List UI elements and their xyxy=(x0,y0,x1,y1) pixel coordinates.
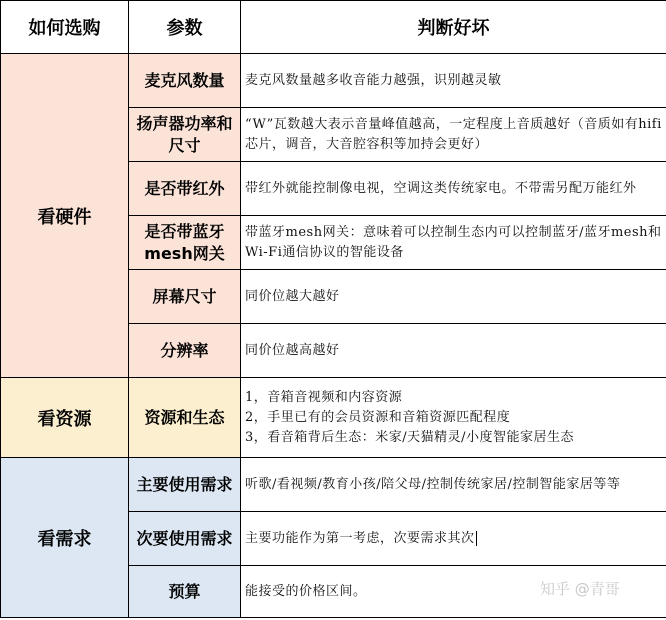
judge-line: 3，看音箱背后生态：米家/天猫精灵/小度智能家居生态 xyxy=(245,429,575,445)
table-row xyxy=(1,54,666,108)
header-parameter: 参数 xyxy=(129,1,241,54)
judge-cell: 麦克风数量越多收音能力越强，识别越灵敏 xyxy=(241,54,666,108)
header-judgement: 判断好坏 xyxy=(241,1,666,54)
param-cell: 屏幕尺寸 xyxy=(129,270,241,324)
judge-cell-editing[interactable] xyxy=(241,512,666,566)
judge-cell xyxy=(241,378,666,458)
group-hardware: 看硬件 xyxy=(1,54,129,378)
judge-cell: 带蓝牙mesh网关：意味着可以控制生态内可以控制蓝牙/蓝牙mesh和Wi-Fi通信协议的智能设备 xyxy=(241,216,666,270)
param-cell: 是否带红外 xyxy=(129,162,241,216)
param-cell: 扬声器功率和尺寸 xyxy=(129,108,241,162)
table-row xyxy=(1,458,666,512)
param-cell: 分辨率 xyxy=(129,324,241,378)
group-needs: 看需求 xyxy=(1,458,129,618)
judge-cell: “W”瓦数越大表示音量峰值越高，一定程度上音质越好（音质如有hifi芯片，调音，大音腔容积等加持会更好） xyxy=(241,108,666,162)
zhihu-watermark: 知乎 @青哥 xyxy=(540,580,620,598)
text-cursor xyxy=(476,531,477,546)
param-cell: 主要使用需求 xyxy=(129,458,241,512)
header-how-to-choose: 如何选购 xyxy=(1,1,129,54)
judge-cell: 带红外就能控制像电视，空调这类传统家电。不带需另配万能红外 xyxy=(241,162,666,216)
judge-cell: 听歌/看视频/教育小孩/陪父母/控制传统家居/控制智能家居等等 xyxy=(241,458,666,512)
judge-cell: 同价位越大越好 xyxy=(241,270,666,324)
header-row xyxy=(1,1,666,54)
group-resources: 看资源 xyxy=(1,378,129,458)
param-cell: 麦克风数量 xyxy=(129,54,241,108)
param-cell: 资源和生态 xyxy=(129,378,241,458)
table-row xyxy=(1,378,666,458)
param-cell: 是否带蓝牙mesh网关 xyxy=(129,216,241,270)
judge-line: 1，音箱音视频和内容资源 xyxy=(245,389,403,405)
judge-cell: 能接受的价格区间。 xyxy=(241,566,666,618)
param-cell: 预算 xyxy=(129,566,241,618)
judge-text: 主要功能作为第一考虑，次要需求其次 xyxy=(245,530,475,546)
judge-line: 2，手里已有的会员资源和音箱资源匹配程度 xyxy=(245,409,511,425)
judge-cell: 同价位越高越好 xyxy=(241,324,666,378)
param-cell: 次要使用需求 xyxy=(129,512,241,566)
